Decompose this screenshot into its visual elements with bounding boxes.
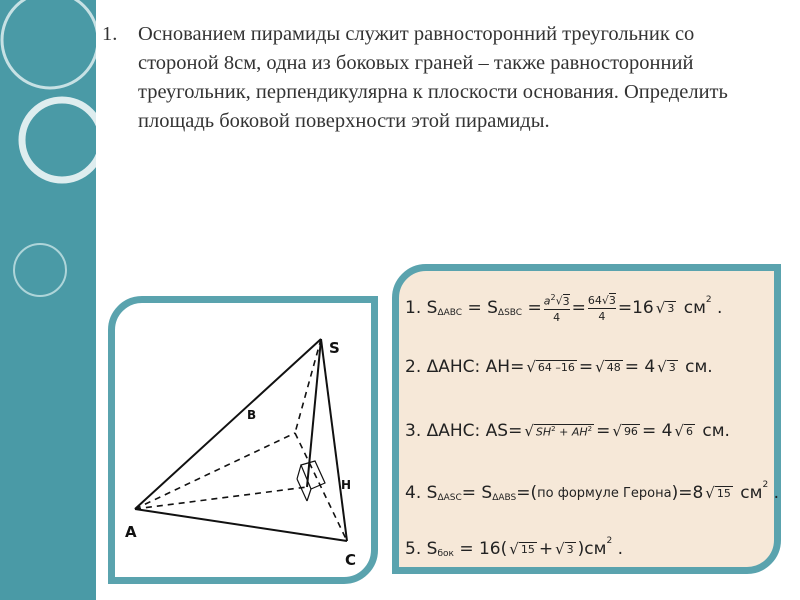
problem-number: 1. [102,23,118,45]
fraction-a2-root3-over-4: $\frac{a^2√3}{4}$ [543,293,570,324]
edge-sc [321,339,347,541]
solution-line-5: 5. S бок = 16( √ 15 + √ 3 )см 2 . [405,536,623,559]
edge-as [135,339,321,509]
solution-line-1: 1. S ΔABC = S ΔSBC = $\frac{a^2√3}{4}$ = $\frac{64√3}{4}$ =16 √ 3 см 2 . [405,293,723,324]
fraction-64-root3-over-4: $\frac{64√3}{4}$ [587,293,616,323]
solution-line-4: 4. S ΔASC = S ΔABS =( по формуле Герона )=8 √ 15 см 2 . [405,480,779,503]
solution-line-3: 3. ΔAHC: AS= √ $SH^2 + AH^2$ = √ 96 = 4 √ 6 см. [405,421,730,441]
label-a: A [125,523,137,541]
edge-ab-dashed [135,433,295,509]
edge-ah-dashed [135,487,307,509]
pyramid-diagram-frame [108,296,378,584]
label-s: S [329,339,340,357]
edge-sh [307,339,321,487]
label-b: B [247,408,257,422]
decorative-sidebar [0,0,96,600]
label-h: H [341,478,352,492]
label-c: C [345,551,357,569]
problem-text: Основанием пирамиды служит равносторонний треугольник со стороной 8см, одна из боковых граней – также равносторонний треугольник, перпендикулярна к плоскости основания. Определить площадь боковой поверхности этой пирамиды. [138,23,728,132]
solution-frame [392,264,781,574]
edge-ac [135,509,347,541]
circles-decoration [0,0,96,600]
pyramid-diagram [115,303,371,577]
solution-line-2: 2. ΔAHC: AH= √ 64 –16 = √ 48 = 4 √ 3 см. [405,357,713,377]
